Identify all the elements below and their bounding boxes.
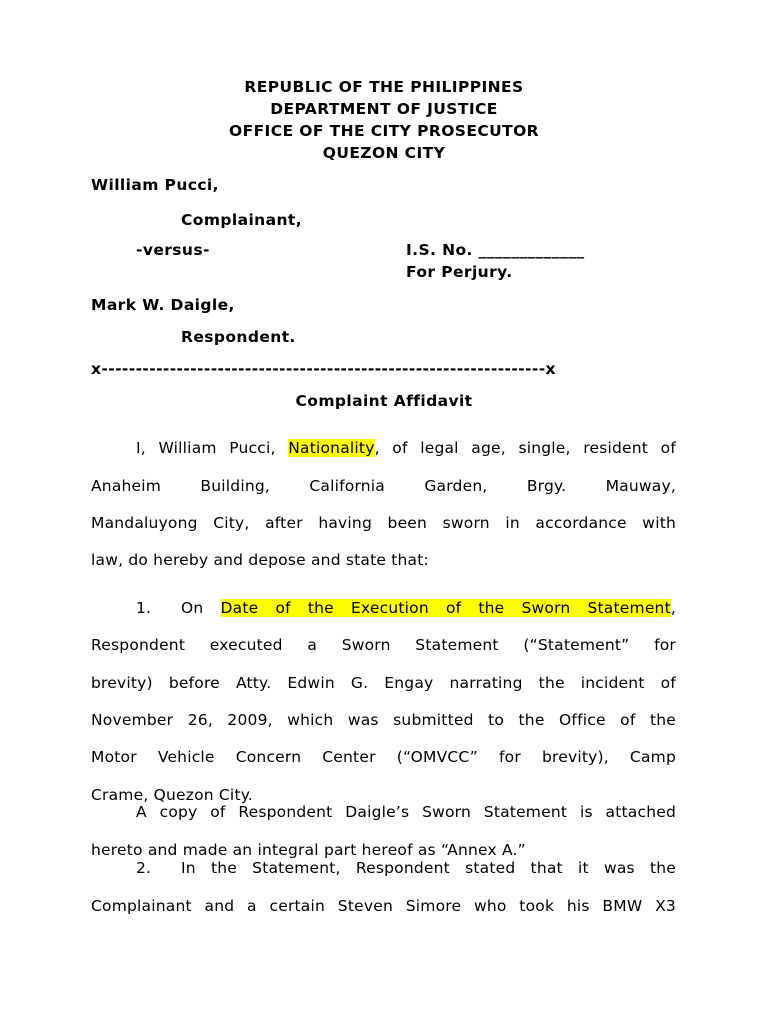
para2-number: 2. [136,859,152,877]
para2-line-1: In the Statement, Respondent stated that it was the [181,859,676,877]
highlight-nationality: Nationality [288,439,375,457]
intro-line-2: Anaheim Building, California Garden, Brgy. Mauway, [91,477,676,495]
para1-line-2: Respondent executed a Sworn Statement (“Statement” for [91,636,676,654]
case-number: I.S. No. _____________ [406,241,585,259]
header-city: QUEZON CITY [322,144,446,162]
header-department: DEPARTMENT OF JUSTICE [270,100,498,118]
para1-line-8: hereto and made an integral part hereof as “Annex A.” [91,841,526,859]
para1-line-7: A copy of Respondent Daigle’s Sworn Statement is attached [136,803,676,821]
para1-number: 1. [136,599,152,617]
intro-line-3: Mandaluyong City, after having been sworn in accordance with [91,514,676,532]
caption-divider: x-----------------------------------------------------------------x [91,360,556,378]
complainant-role: Complainant, [181,211,302,229]
charge-label: For Perjury. [406,263,513,281]
para1-line-4: November 26, 2009, which was submitted to the Office of the [91,711,676,729]
respondent-name: Mark W. Daigle, [91,296,235,314]
para1-line-5: Motor Vehicle Concern Center (“OMVCC” for brevity), Camp [91,748,676,766]
para1-line-6: Crame, Quezon City. [91,786,254,804]
complainant-name: William Pucci, [91,176,219,194]
header-republic: REPUBLIC OF THE PHILIPPINES [244,78,524,96]
intro-line-1: I, William Pucci, Nationality, of legal age, single, resident of [136,439,676,457]
intro-line-4: law, do hereby and depose and state that: [91,551,429,569]
document-title: Complaint Affidavit [295,392,473,410]
para1-line-3: brevity) before Atty. Edwin G. Engay narrating the incident of [91,674,676,692]
respondent-role: Respondent. [181,328,296,346]
para1-line-1: On Date of the Execution of the Sworn Statement, [181,599,676,617]
highlight-execution-date: Date of the Execution of the Sworn Statement [220,599,671,617]
versus-label: -versus- [136,241,210,259]
para2-line-2: Complainant and a certain Steven Simore who took his BMW X3 [91,897,676,915]
header-office: OFFICE OF THE CITY PROSECUTOR [229,122,539,140]
